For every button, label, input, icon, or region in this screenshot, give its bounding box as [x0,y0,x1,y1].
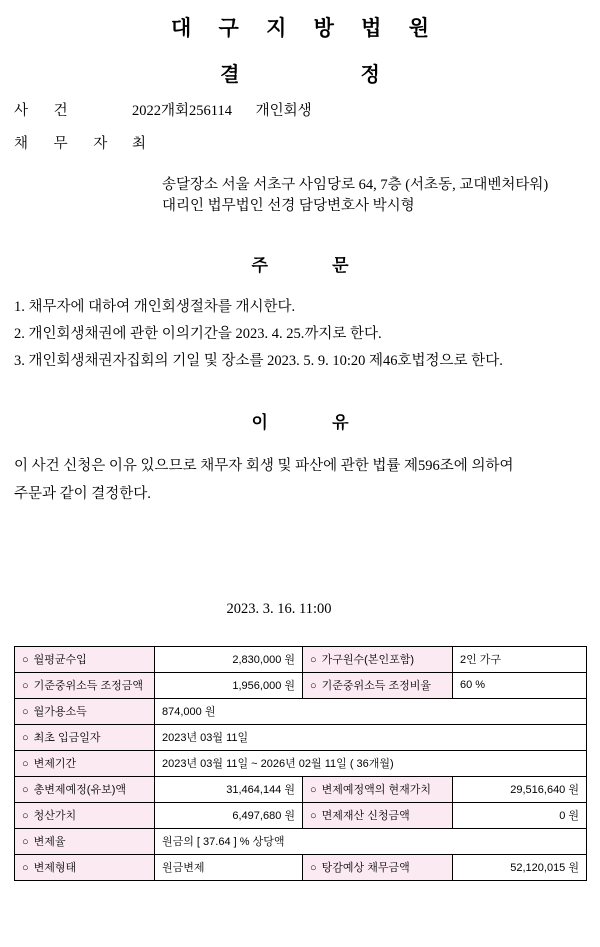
bullet-circle-icon: ○ [310,680,317,693]
table-row [15,854,587,880]
case-type: 개인회생 [255,103,312,119]
table-cell-value: 874,000 원 [155,698,587,724]
bullet-circle-icon: ○ [22,654,29,667]
table-cell-value: 2인 가구 [453,646,587,672]
document-type-heading: 결 정 [220,64,438,86]
table-row-label [303,854,453,880]
debtor-row [14,132,586,153]
table-label-text: 면제재산 신청금액 [321,810,410,823]
table-row-label [15,724,155,750]
table-row [15,750,587,776]
bullet-circle-icon: ○ [310,784,317,797]
bullet-circle-icon: ○ [22,862,29,875]
bullet-circle-icon: ○ [22,810,29,823]
table-row [15,828,587,854]
reason-heading: 이 유 [251,413,379,433]
table-cell-value: 31,464,144 원 [155,776,303,802]
table-label-text: 변제율 [33,836,66,849]
service-address: 송달장소 서울 서초구 사임당로 64, 7층 (서초동, 교대벤처타워) [162,177,549,193]
reason-body [14,453,586,508]
legal-agent: 대리인 법무법인 선경 담당변호사 박시형 [162,198,415,215]
document-page [0,12,600,947]
table-cell-value: 60 % [453,672,587,698]
table-row [15,672,587,698]
list-item: 1. 채무자에 대하여 개인회생절차를 개시한다. [14,299,296,316]
case-row [14,99,586,120]
summary-table [14,646,587,881]
bullet-circle-icon: ○ [22,784,29,797]
table-label-text: 기준중위소득 조정금액 [33,680,143,693]
bullet-circle-icon: ○ [22,706,29,719]
order-list [14,294,586,374]
table-row [15,698,587,724]
table-row-label [15,646,155,672]
table-row-label [15,828,155,854]
bullet-circle-icon: ○ [22,680,29,693]
case-value [132,99,586,120]
bullet-circle-icon: ○ [310,654,317,667]
table-label-text: 월평균수입 [33,654,87,667]
table-cell-value: 29,516,640 원 [453,776,587,802]
table-cell-value: 원금의 [ 37.64 ] % 상당액 [155,828,587,854]
table-label-text: 청산가치 [33,810,77,823]
table-label-text: 총변제예정(유보)액 [33,784,126,797]
decision-date: 2023. 3. 16. 11:00 [226,600,332,617]
table-row-label [303,802,453,828]
table-row [15,776,587,802]
summary-table-body [15,646,587,880]
table-row-label [15,776,155,802]
debtor-name: 최 [132,136,147,152]
table-label-text: 변제기간 [33,758,77,771]
reason-line-1: 이 사건 신청은 이유 있으므로 채무자 회생 및 파산에 관한 법률 제596조에 의하여 [14,458,514,475]
table-row-label [15,672,155,698]
table-row [15,802,587,828]
table-label-text: 변제예정액의 현재가치 [321,784,431,797]
address-block [162,175,586,217]
table-label-text: 변제형태 [33,862,77,875]
order-heading: 주 문 [251,256,379,276]
table-row-label [303,646,453,672]
bullet-circle-icon: ○ [310,810,317,823]
table-cell-value: 2023년 03월 11일 ~ 2026년 02월 11일 ( 36개월) [155,750,587,776]
table-cell-value: 2023년 03월 11일 [155,724,587,750]
case-label: 사 건 [14,103,79,119]
table-row [15,724,587,750]
table-label-text: 최초 입금일자 [33,732,101,745]
table-row-label [15,698,155,724]
bullet-circle-icon: ○ [22,732,29,745]
list-item: 3. 개인회생채권자집회의 기일 및 장소를 2023. 5. 9. 10:20 제46호법정으로 한다. [14,352,503,369]
reason-line-2: 주문과 같이 결정한다. [14,486,151,503]
table-label-text: 월가용소득 [33,706,87,719]
table-row-label [303,672,453,698]
table-cell-value: 52,120,015 원 [453,854,587,880]
bullet-circle-icon: ○ [22,836,29,849]
bullet-circle-icon: ○ [310,862,317,875]
table-row-label [15,750,155,776]
table-label-text: 가구원수(본인포함) [321,654,414,667]
table-row [15,646,587,672]
table-cell-value: 6,497,680 원 [155,802,303,828]
table-label-text: 탕감예상 채무금액 [321,862,410,875]
debtor-label: 채 무 자 [14,136,119,152]
list-item: 2. 개인회생채권에 관한 이의기간을 2023. 4. 25.까지로 한다. [14,325,382,342]
table-row-label [15,802,155,828]
table-label-text: 기준중위소득 조정비율 [321,680,431,693]
table-cell-value: 2,830,000 원 [155,646,303,672]
court-name: 대 구 지 방 법 원 [171,16,440,40]
table-cell-value: 원금변제 [155,854,303,880]
table-cell-value: 1,956,000 원 [155,672,303,698]
case-number: 2022개회256114 [132,103,232,119]
table-cell-value: 0 원 [453,802,587,828]
bullet-circle-icon: ○ [22,758,29,771]
table-row-label [15,854,155,880]
table-row-label [303,776,453,802]
